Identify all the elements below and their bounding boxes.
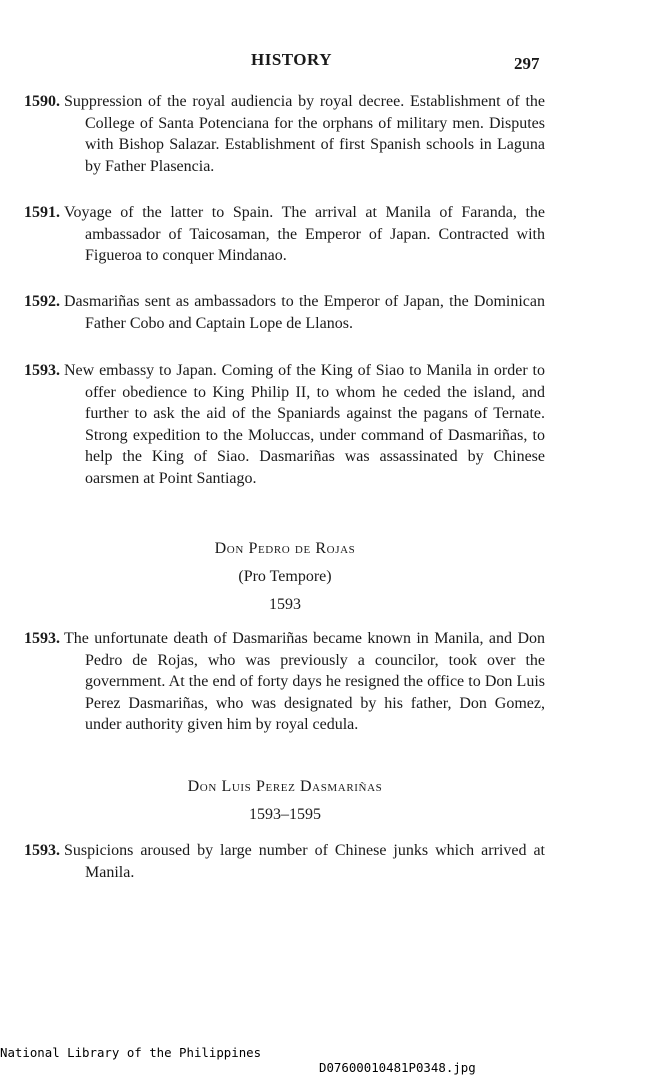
section-heading-dasmarinas: Don Luis Perez Dasmariñas	[187, 778, 383, 795]
entry-text: Voyage of the latter to Spain. The arrival at Manila of Faranda, the ambassador of Taicosaman, the Emperor of Japan. Contracted with Figueroa to conquer Mindanao.	[64, 204, 545, 265]
entry-year: 1590.	[24, 93, 60, 110]
entry-text: Suspicions aroused by large number of Chinese junks which arrived at Manila.	[64, 842, 545, 881]
scan-filename: D07600010481P0348.jpg	[319, 1060, 476, 1075]
page-title: HISTORY	[250, 50, 332, 69]
library-credit: National Library of the Philippines	[0, 1045, 262, 1060]
chronology-entry-rojas-1593	[24, 628, 545, 736]
scan-footer	[0, 1030, 651, 1090]
entry-year: 1593.	[24, 630, 60, 647]
chronology-entry-1592	[24, 291, 545, 334]
page-number: 297	[514, 54, 540, 73]
section-years: 1593–1595	[249, 806, 321, 823]
entry-year: 1593.	[24, 362, 60, 379]
entry-text: Dasmariñas sent as ambassadors to the Emperor of Japan, the Dominican Father Cobo and Captain Lope de Llanos.	[64, 293, 545, 332]
entry-year: 1591.	[24, 204, 60, 221]
section-heading-rojas: Don Pedro de Rojas	[214, 540, 356, 557]
entry-text: The unfortunate death of Dasmariñas became known in Manila, and Don Pedro de Rojas, who was previously a councilor, took over the government. At the end of forty days he resigned the office to Don Luis Perez Dasmariñas, who was designated by his father, Don Gomez, under authority given him by royal cedula.	[64, 630, 545, 734]
chronology-entry-1591	[24, 202, 545, 267]
section-subtitle: (Pro Tempore)	[238, 568, 332, 585]
entry-text: New embassy to Japan. Coming of the King of Siao to Manila in order to offer obedience to King Philip II, to whom he ceded the island, and further to ask the aid of the Spaniards against the pagans of Ternate. Strong expedition to the Moluccas, under command of Dasmariñas, to help the King of Siao. Dasmariñas was assassinated by Chinese oarsmen at Point Santiago.	[64, 362, 545, 487]
chronology-entry-1590	[24, 91, 545, 177]
chronology-entry-1593	[24, 360, 545, 490]
section-years: 1593	[269, 596, 301, 613]
chronology-entry-dasmarinas-1593	[24, 840, 545, 883]
entry-year: 1592.	[24, 293, 60, 310]
entry-year: 1593.	[24, 842, 60, 859]
entry-text: Suppression of the royal audiencia by royal decree. Establishment of the College of Santa Potenciana for the orphans of military men. Disputes with Bishop Salazar. Establishment of first Spanish schools in Laguna by Father Plasencia.	[64, 93, 545, 175]
